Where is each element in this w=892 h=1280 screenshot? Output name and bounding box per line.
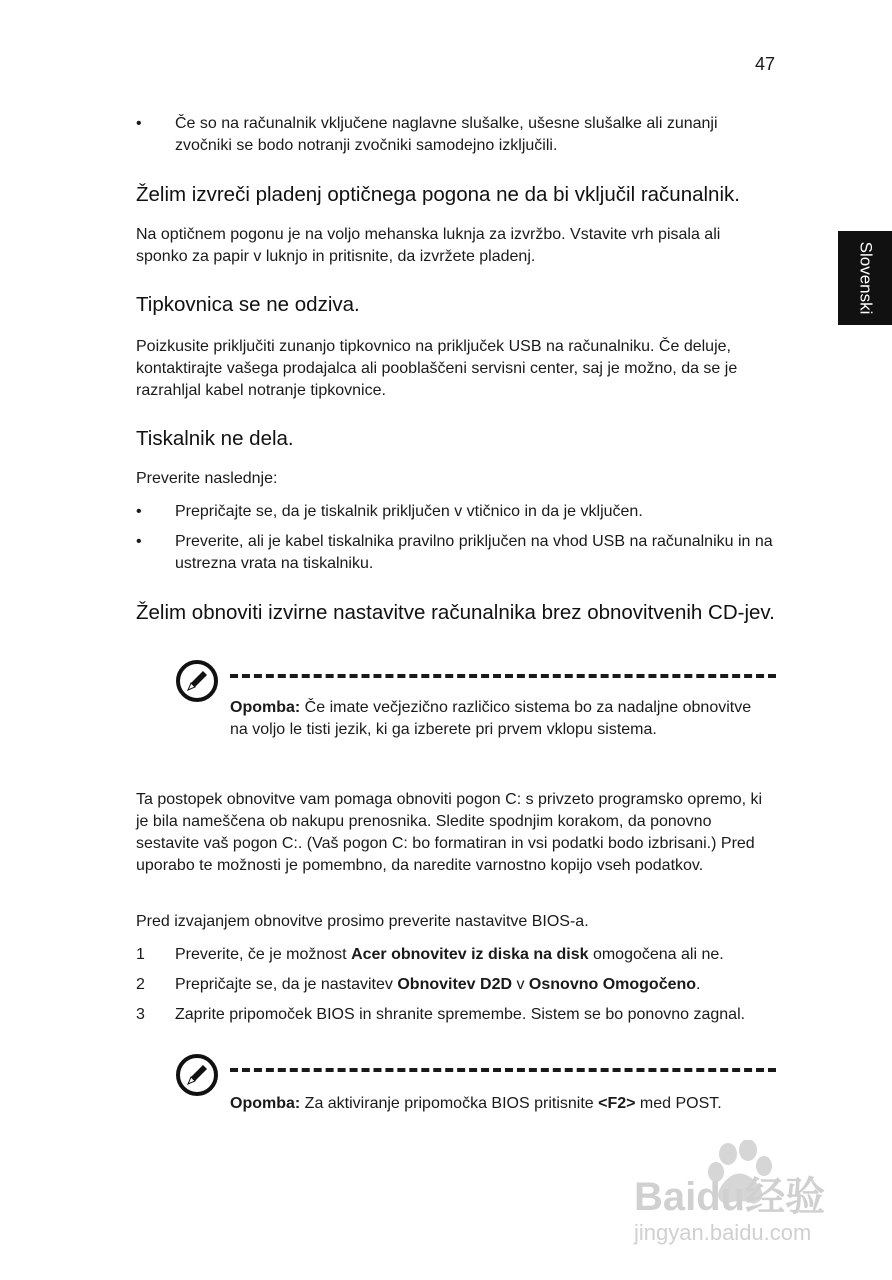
step-number: 1 [136,946,145,963]
section-heading-eject: Želim izvreči pladenj optičnega pogona ne da bi vključil računalnik. [136,183,740,206]
note-recovery-language [230,697,770,741]
section-heading-keyboard: Tipkovnica se ne odziva. [136,293,360,316]
step-item-3 [136,1004,776,1026]
watermark-url: jingyan.baidu.com [634,1220,812,1245]
page-number: 47 [754,54,775,74]
watermark-brand: Baidu经验 [634,1175,826,1219]
note-pencil-icon [175,1053,219,1097]
note-pencil-icon [175,659,219,703]
bullet-dot: • [136,533,142,550]
note-divider [230,1068,776,1072]
step-item-2 [136,974,776,996]
step-number: 2 [136,976,145,993]
step-text: Zaprite pripomoček BIOS in shranite spremembe. Sistem se bo ponovno zagnal. [175,1006,746,1023]
paragraph-restore-process: Ta postopek obnovitve vam pomaga obnoviti pogon C: s privzeto programsko opremo, ki je bila nameščena ob nakupu prenosnika. Sledite spodnjim korakom, da ponovno sestavite vaš pogon C:. (Vaš pogon C: bo formatiran in vsi podatki bodo izbrisani.) Pred uporabo te možnosti je pomembno, da naredite varnostno kopijo vseh podatkov. [136,791,763,874]
paragraph-printer-intro: Preverite naslednje: [136,470,278,487]
baidu-watermark-logo [630,1140,850,1250]
section-heading-printer: Tiskalnik ne dela. [136,427,294,450]
note-body: Če imate večjezično različico sistema bo za nadaljne obnovitve na voljo le tisti jezik, ki ga izberete pri prvem vklopu sistema. [230,699,752,738]
note-label: Opomba: [230,1095,301,1112]
bullet-text: Prepričajte se, da je tiskalnik priključen v vtičnico in da je vključen. [175,503,643,520]
bullet-item-printer-cable [136,531,776,575]
paragraph-bios-check: Pred izvajanjem obnovitve prosimo preverite nastavitve BIOS-a. [136,913,589,930]
step-number: 3 [136,1006,145,1023]
paragraph-keyboard: Poizkusite priključiti zunanjo tipkovnico na priključek USB na računalniku. Če deluje, kontaktirajte vašega prodajalca ali pooblaščeni servisni center, saj je možno, da se je razrahljal kabel notranje tipkovnice. [136,338,738,399]
paragraph-eject: Na optičnem pogonu je na voljo mehanska luknja za izvržbo. Vstavite vrh pisala ali sponko za papir v luknjo in pritisnite, da izvržete pladenj. [136,226,721,265]
bullet-dot: • [136,115,142,132]
bullet-dot: • [136,503,142,520]
side-tab-label: Slovenski [856,241,876,315]
language-side-tab [838,231,892,325]
key-label: <F2> [598,1095,636,1112]
step-item-1 [136,944,776,966]
bullet-item-printer-power [136,501,776,523]
step-text: Preverite, če je možnost Acer obnovitev iz diska na disk omogočena ali ne. [175,946,724,963]
step-text: Prepričajte se, da je nastavitev Obnovitev D2D v Osnovno Omogočeno. [175,976,701,993]
note-bios-key: Opomba: Za aktiviranje pripomočka BIOS pritisnite <F2> med POST. [230,1095,722,1112]
section-heading-restore: Želim obnoviti izvirne nastavitve računalnika brez obnovitvenih CD-jev. [136,601,775,624]
bullet-item-headphones [136,113,776,157]
note-label: Opomba: [230,699,301,716]
note-divider [230,674,776,678]
bullet-text: Če so na računalnik vključene naglavne slušalke, ušesne slušalke ali zunanji zvočniki se bodo notranji zvočniki samodejno izključili. [175,115,718,154]
bullet-text: Preverite, ali je kabel tiskalnika pravilno priključen na vhod USB na računalniku in na ustrezna vrata na tiskalniku. [175,533,773,572]
